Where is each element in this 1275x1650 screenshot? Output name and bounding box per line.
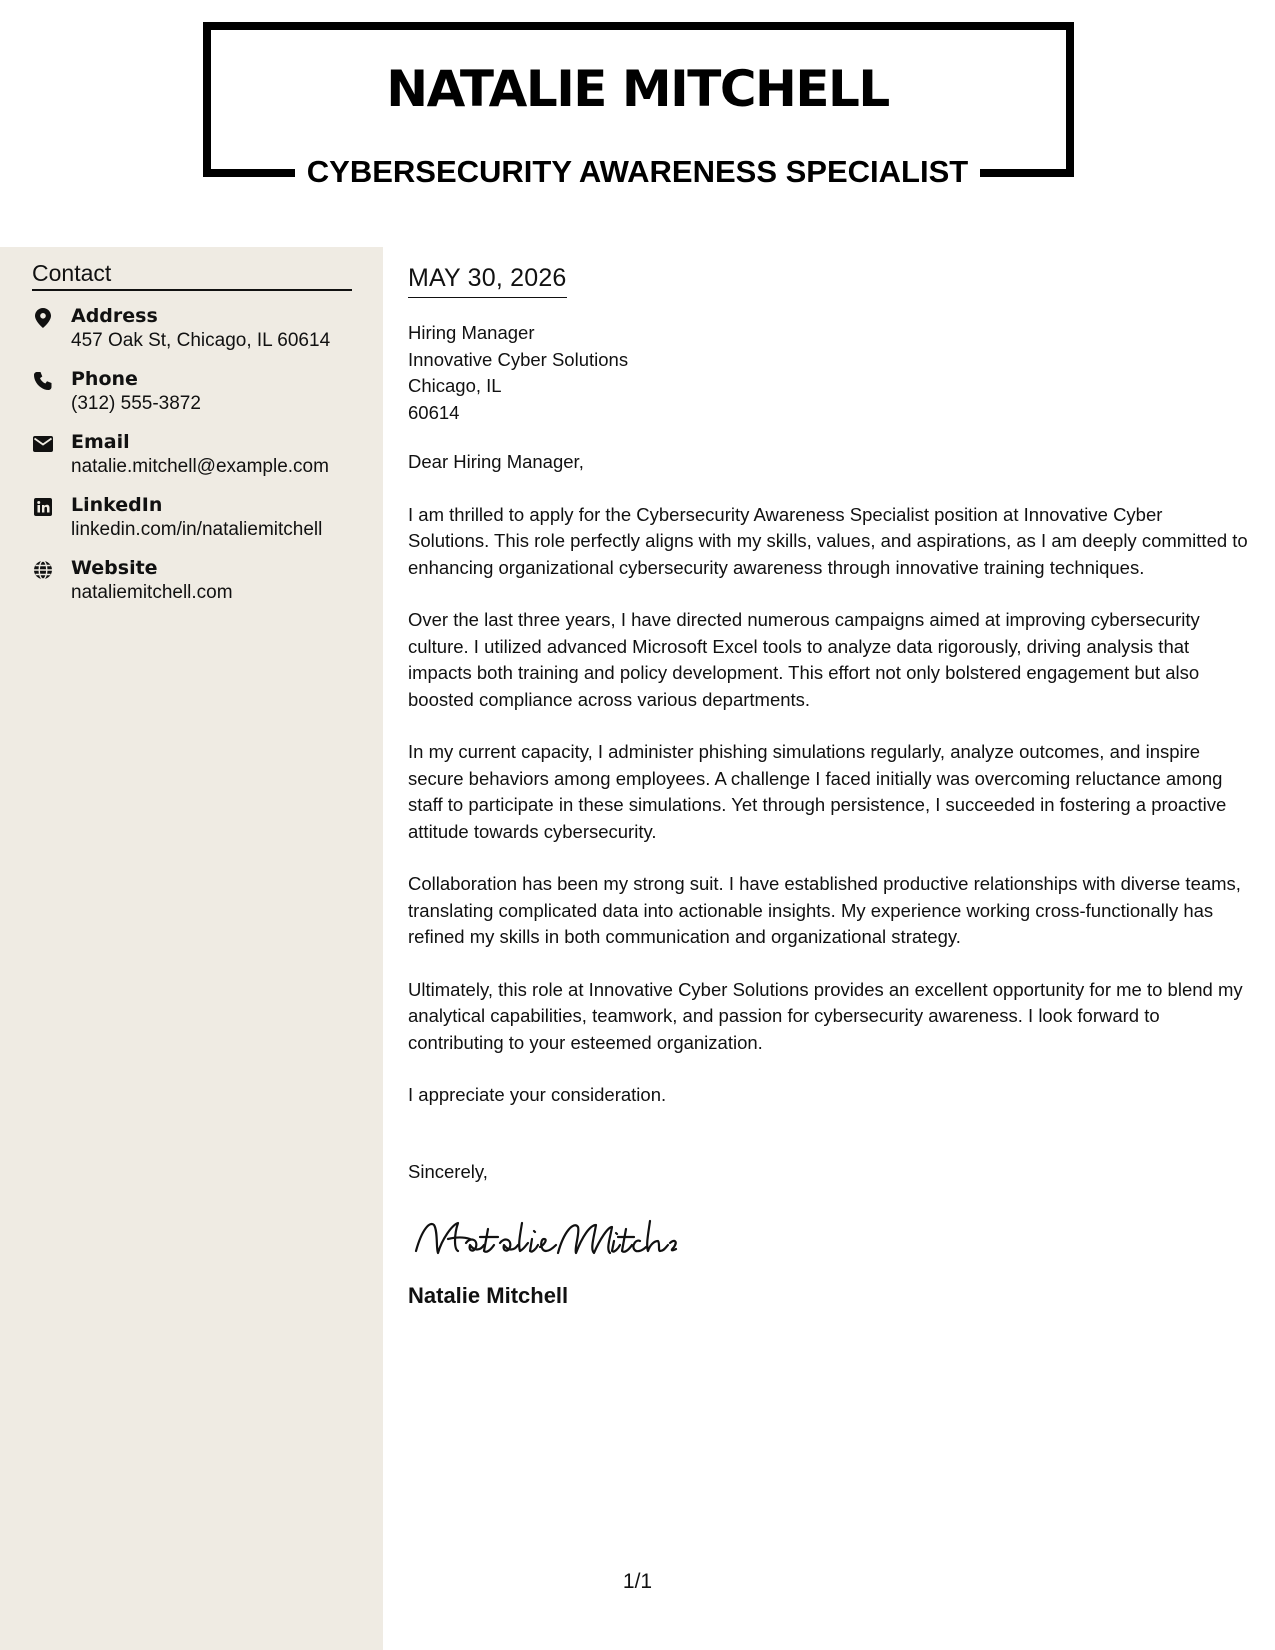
contact-address-value: 457 Oak St, Chicago, IL 60614 — [71, 330, 331, 351]
contact-phone-label: Phone — [71, 368, 138, 390]
contact-heading: Contact — [32, 260, 352, 291]
handwritten-signature — [408, 1209, 678, 1269]
closing: Sincerely, — [408, 1160, 488, 1182]
letter-body — [408, 264, 1248, 1309]
linkedin-icon — [32, 496, 54, 518]
map-pin-icon — [32, 307, 54, 329]
contact-email-label: Email — [71, 431, 130, 453]
envelope-icon — [32, 433, 54, 455]
signer-name: Natalie Mitchell — [408, 1283, 569, 1308]
letter-date: MAY 30, 2026 — [408, 264, 567, 298]
globe-icon — [32, 559, 54, 581]
recipient-block — [408, 320, 1248, 426]
phone-icon — [32, 370, 54, 392]
letter-paragraph: Ultimately, this role at Innovative Cyber Solutions provides an excellent opportunity for me to blend my analytical capabilities, teamwork, and passion for cybersecurity awareness. I look forward to contributing to your esteemed organization. — [408, 978, 1243, 1053]
contact-phone-value: (312) 555-3872 — [71, 393, 201, 414]
contact-linkedin-value[interactable]: linkedin.com/in/nataliemitchell — [71, 519, 323, 540]
contact-email-value[interactable]: natalie.mitchell@example.com — [71, 456, 329, 477]
recipient-line: Hiring Manager — [408, 322, 535, 343]
letter-paragraph: Collaboration has been my strong suit. I have established productive relationships with diverse teams, translating complicated data into actionable insights. My experience working cross-functionally has refined my skills in both communication and organizational strategy. — [408, 873, 1241, 947]
recipient-line: 60614 — [408, 401, 460, 423]
applicant-name: NATALIE MITCHELL — [386, 60, 889, 118]
contact-address-label: Address — [71, 305, 158, 327]
contact-linkedin-label: LinkedIn — [71, 494, 163, 516]
recipient-line: Chicago, IL — [408, 375, 502, 396]
page-number: 1/1 — [622, 1570, 653, 1593]
letter-paragraph: In my current capacity, I administer phishing simulations regularly, analyze outcomes, and inspire secure behaviors among employees. A challenge I faced initially was overcoming reluctance among staff to participate in these simulations. Yet through persistence, I succeeded in fostering a proactive attitude towards cybersecurity. — [408, 741, 1227, 842]
letter-paragraph: Over the last three years, I have directed numerous campaigns aimed at improving cybersecurity culture. I utilized advanced Microsoft Excel tools to analyze data rigorously, driving analysis that impacts both training and policy development. This effort not only bolstered engagement but also boosted compliance across various departments. — [408, 609, 1200, 710]
contact-website-value[interactable]: nataliemitchell.com — [71, 582, 233, 603]
recipient-line: Innovative Cyber Solutions — [408, 348, 629, 370]
salutation: Dear Hiring Manager, — [408, 451, 584, 472]
job-title: CYBERSECURITY AWARENESS SPECIALIST — [306, 154, 969, 189]
contact-website-label: Website — [71, 557, 158, 579]
letter-paragraph: I am thrilled to apply for the Cybersecurity Awareness Specialist position at Innovative Cyber Solutions. This role perfectly aligns with my skills, values, and aspirations, as I am deeply committed to enhancing organizational cybersecurity awareness through innovative training techniques. — [408, 503, 1248, 578]
letter-paragraph: I appreciate your consideration. — [408, 1084, 667, 1105]
